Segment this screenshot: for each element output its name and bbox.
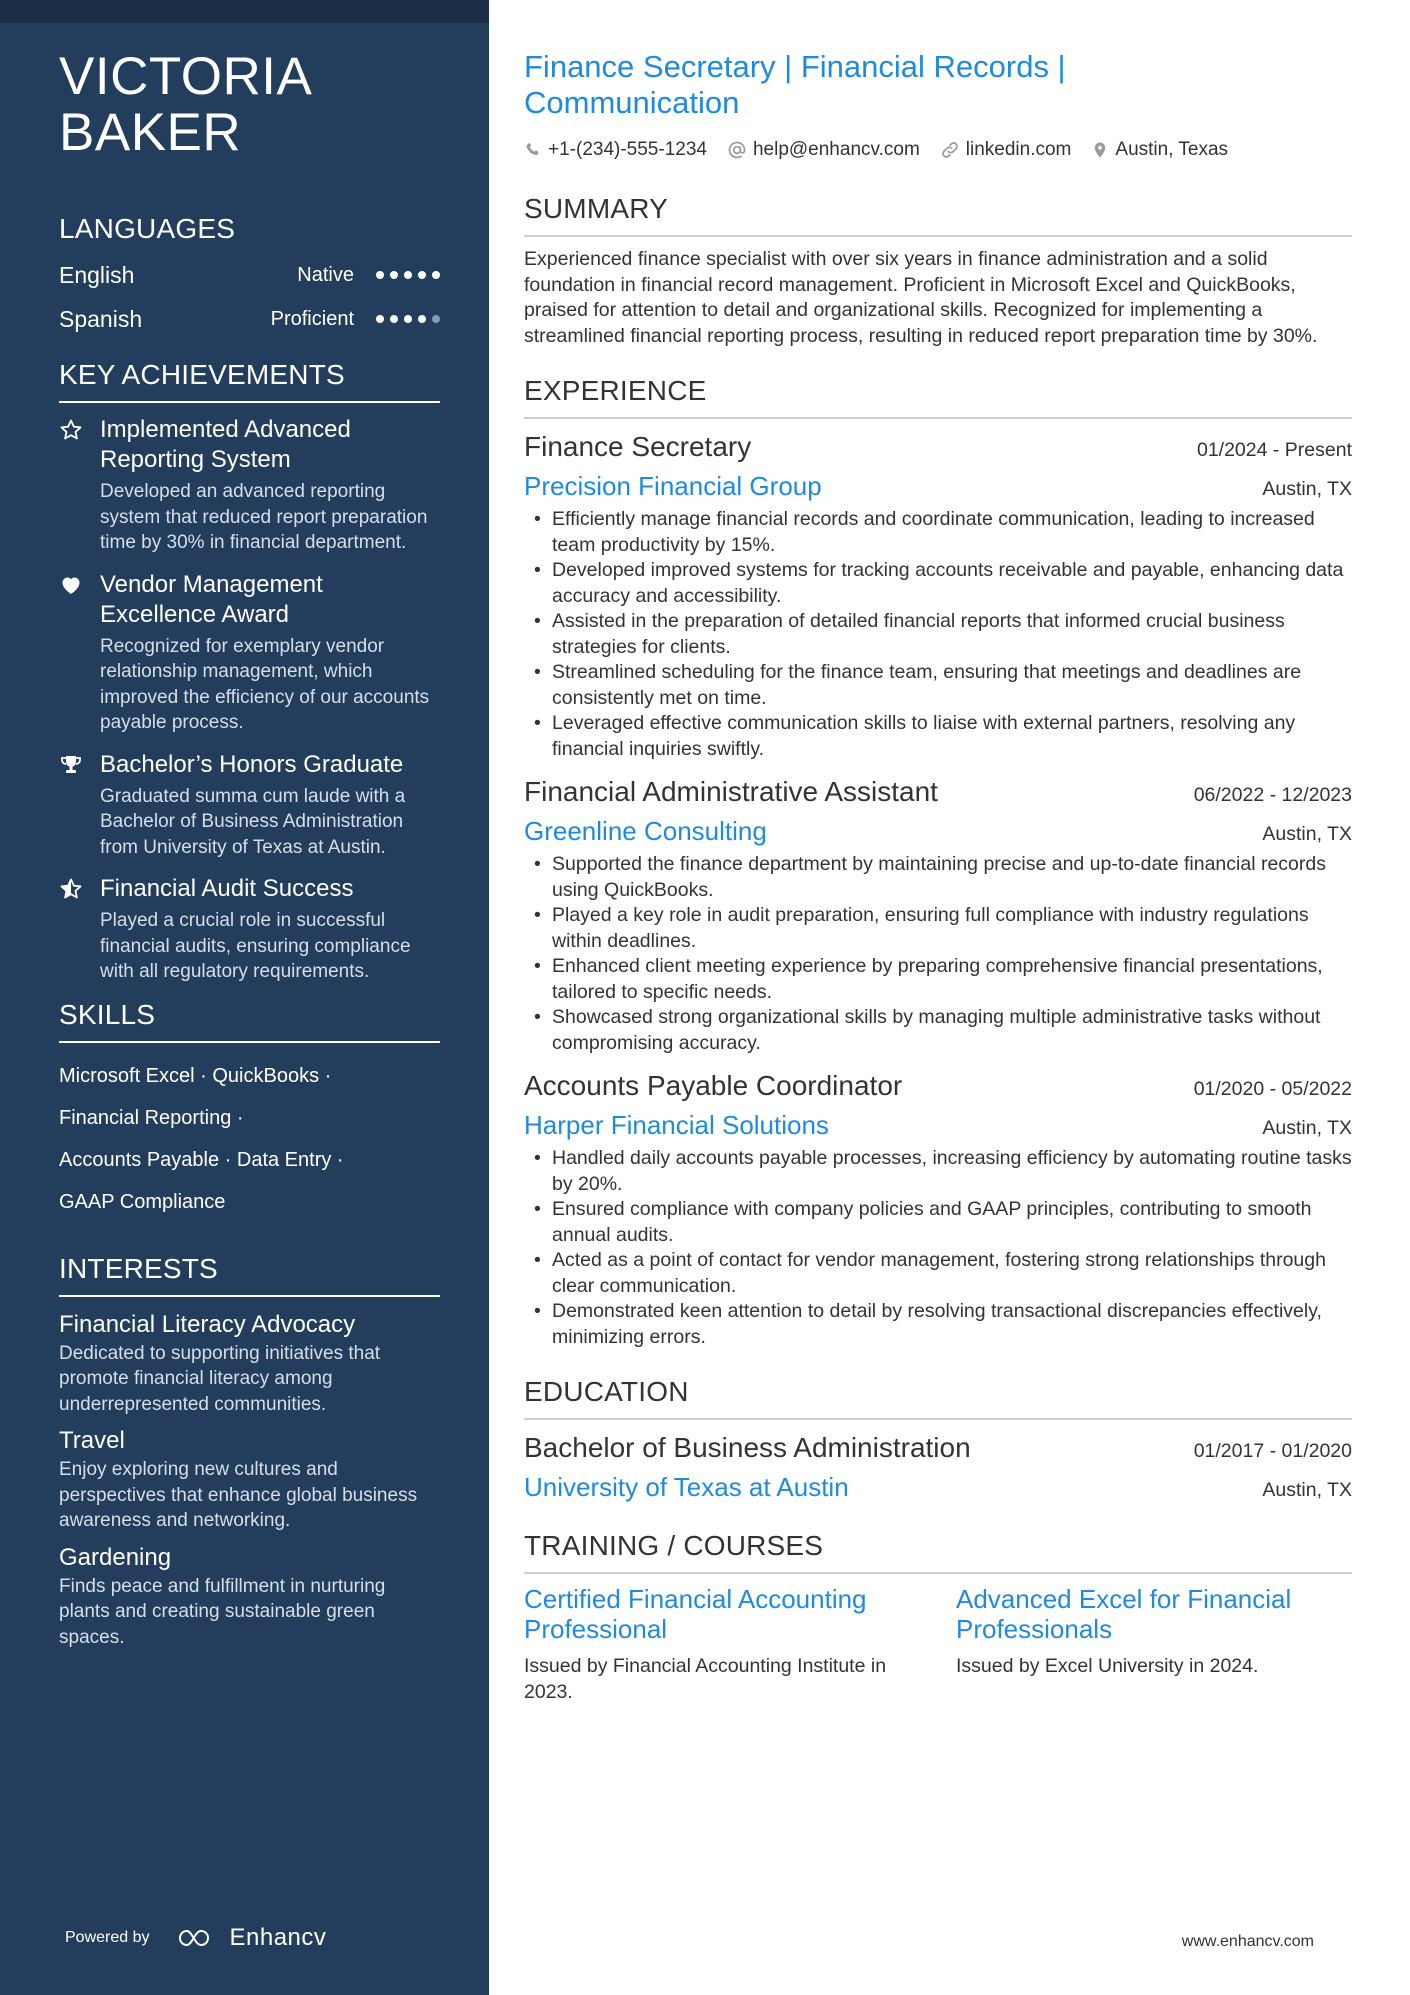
- languages-heading: LANGUAGES: [59, 213, 236, 244]
- linkedin-contact[interactable]: linkedin.com: [940, 139, 1072, 161]
- job-entry: [524, 1068, 1352, 1350]
- language-item: English Native: [59, 253, 440, 297]
- job-bullet: • Enhanced client meeting experience by preparing comprehensive financial presentations, tailored to specific needs.: [524, 954, 1352, 1005]
- education-heading: EDUCATION: [524, 1376, 1352, 1420]
- job-bullet: • Efficiently manage financial records and coordinate communication, leading to increased team productivity by 15%.: [524, 507, 1352, 558]
- job-bullet: • Assisted in the preparation of detailed financial reports that informed crucial business strategies for clients.: [524, 609, 1352, 660]
- interest-title: Financial Literacy Advocacy: [59, 1310, 356, 1338]
- company-name: Precision Financial Group: [524, 471, 822, 501]
- job-date: 01/2020 - 05/2022: [1193, 1078, 1352, 1100]
- location-contact: Austin, Texas: [1091, 139, 1228, 161]
- proficiency-dots: [376, 271, 440, 279]
- interest-desc: Dedicated to supporting initiatives that promote financial literacy among underrepresented communities.: [59, 1342, 381, 1415]
- interest-desc: Finds peace and fulfillment in nurturing plants and creating sustainable green spaces.: [59, 1575, 386, 1648]
- job-entry: [524, 429, 1352, 762]
- skills-section: [59, 999, 440, 1223]
- skill-line: Microsoft Excel · QuickBooks ·: [59, 1064, 332, 1087]
- achievement-item: Financial Audit Success Played a crucial role in successful financial audits, ensuring compliance with all regulatory requirements.: [59, 874, 440, 985]
- main-column: [524, 0, 1352, 1705]
- job-bullet: • Streamlined scheduling for the finance team, ensuring that meetings and deadlines are consistently met on time.: [524, 660, 1352, 711]
- job-bullet: • Developed improved systems for tracking accounts receivable and payable, enhancing data accuracy and accessibility.: [524, 558, 1352, 609]
- job-entry: [524, 774, 1352, 1056]
- job-bullet: • Demonstrated keen attention to detail by resolving transactional discrepancies effectively, minimizing errors.: [524, 1299, 1352, 1350]
- languages-section: [59, 213, 440, 341]
- achievement-item: Implemented Advanced Reporting System Developed an advanced reporting system that reduced report preparation time by 30% in financial department.: [59, 415, 440, 556]
- at-icon: [727, 140, 747, 160]
- phone-contact[interactable]: +1-(234)-555-1234: [524, 139, 707, 161]
- contact-bar: [524, 139, 1352, 161]
- star-half-icon: [59, 874, 100, 985]
- candidate-name: VICTORIA BAKER: [59, 47, 313, 162]
- enhancv-logo-icon: [178, 1928, 220, 1948]
- powered-by: Powered by Enhancv: [65, 1924, 327, 1951]
- education-date: 01/2017 - 01/2020: [1193, 1440, 1352, 1462]
- job-location: Austin, TX: [1262, 478, 1352, 500]
- degree-title: Bachelor of Business Administration: [524, 1432, 971, 1463]
- job-title: Accounts Payable Coordinator: [524, 1070, 903, 1101]
- job-title: Finance Secretary: [524, 431, 752, 462]
- company-name: Harper Financial Solutions: [524, 1110, 829, 1140]
- proficiency-dots: [376, 315, 440, 323]
- school-location: Austin, TX: [1262, 1479, 1352, 1501]
- course-desc: Issued by Financial Accounting Institute in 2023.: [524, 1655, 887, 1703]
- school-name: University of Texas at Austin: [524, 1472, 849, 1502]
- job-bullet: • Handled daily accounts payable processes, increasing efficiency by automating routine tasks by 20%.: [524, 1146, 1352, 1197]
- achievement-item: Vendor Management Excellence Award Recognized for exemplary vendor relationship management, which improved the efficiency of our accounts payable process.: [59, 570, 440, 736]
- achievements-section: [59, 359, 440, 985]
- job-bullet: • Showcased strong organizational skills by managing multiple administrative tasks without compromising accuracy.: [524, 1005, 1352, 1056]
- interest-title: Travel: [59, 1427, 125, 1454]
- skill-line: Financial Reporting ·: [59, 1106, 244, 1129]
- experience-section: [524, 375, 1352, 1350]
- trophy-icon: [59, 750, 100, 861]
- job-location: Austin, TX: [1262, 1117, 1352, 1139]
- headline: Finance Secretary | Financial Records | Communication: [524, 49, 1066, 120]
- achievement-item: Bachelor’s Honors Graduate Graduated summa cum laude with a Bachelor of Business Administration from University of Texas at Austin.: [59, 750, 440, 861]
- job-bullet: • Supported the finance department by maintaining precise and up-to-date financial records using QuickBooks.: [524, 852, 1352, 903]
- experience-heading: EXPERIENCE: [524, 375, 1352, 419]
- job-bullet: • Played a key role in audit preparation, ensuring full compliance with industry regulations within deadlines.: [524, 903, 1352, 954]
- job-location: Austin, TX: [1262, 823, 1352, 845]
- training-section: [524, 1530, 1352, 1705]
- link-icon: [940, 140, 960, 160]
- phone-icon: [524, 141, 542, 159]
- job-date: 01/2024 - Present: [1196, 439, 1352, 461]
- email-contact[interactable]: help@enhancv.com: [727, 139, 920, 161]
- achievements-heading: KEY ACHIEVEMENTS: [59, 359, 440, 403]
- company-name: Greenline Consulting: [524, 816, 767, 846]
- language-item: Spanish Proficient: [59, 297, 440, 341]
- summary-heading: SUMMARY: [524, 193, 1352, 237]
- course-item: [524, 1584, 920, 1705]
- skill-line: GAAP Compliance: [59, 1190, 226, 1213]
- interests-heading: INTERESTS: [59, 1253, 440, 1297]
- enhancv-logo[interactable]: Enhancv: [178, 1924, 327, 1952]
- job-bullet: • Leveraged effective communication skills to liaise with external partners, resolving any financial inquiries swiftly.: [524, 711, 1352, 762]
- course-title: Advanced Excel for Financial Professionals: [956, 1584, 1292, 1644]
- footer-website[interactable]: www.enhancv.com: [1181, 1933, 1314, 1950]
- summary-text: Experienced finance specialist with over six years in finance administration and a solid foundation in financial record management. Proficient in Microsoft Excel and QuickBooks, praised for attention to detail and organizational skills. Recognized for implementing a streamlined financial reporting process, resulting in reduced report preparation time by 30%.: [524, 248, 1318, 347]
- course-title: Certified Financial Accounting Professional: [524, 1584, 867, 1644]
- interest-desc: Enjoy exploring new cultures and perspectives that enhance global business awareness and networking.: [59, 1459, 418, 1531]
- interest-title: Gardening: [59, 1543, 172, 1571]
- location-pin-icon: [1091, 140, 1109, 160]
- skill-line: Accounts Payable · Data Entry ·: [59, 1148, 344, 1171]
- job-title: Financial Administrative Assistant: [524, 776, 938, 807]
- skills-heading: SKILLS: [59, 999, 440, 1043]
- course-item: [956, 1584, 1352, 1705]
- job-bullet: • Ensured compliance with company policies and GAAP principles, contributing to smooth annual audits.: [524, 1197, 1352, 1248]
- interests-section: [59, 1253, 440, 1651]
- job-bullet: • Acted as a point of contact for vendor management, fostering strong relationships through clear communication.: [524, 1248, 1352, 1299]
- course-desc: Issued by Excel University in 2024.: [956, 1655, 1259, 1677]
- job-date: 06/2022 - 12/2023: [1193, 784, 1352, 806]
- training-heading: TRAINING / COURSES: [524, 1530, 1352, 1574]
- education-section: [524, 1376, 1352, 1504]
- star-outline-icon: [59, 415, 100, 556]
- heart-icon: [59, 570, 100, 736]
- summary-section: [524, 193, 1352, 349]
- sidebar: [0, 0, 489, 1995]
